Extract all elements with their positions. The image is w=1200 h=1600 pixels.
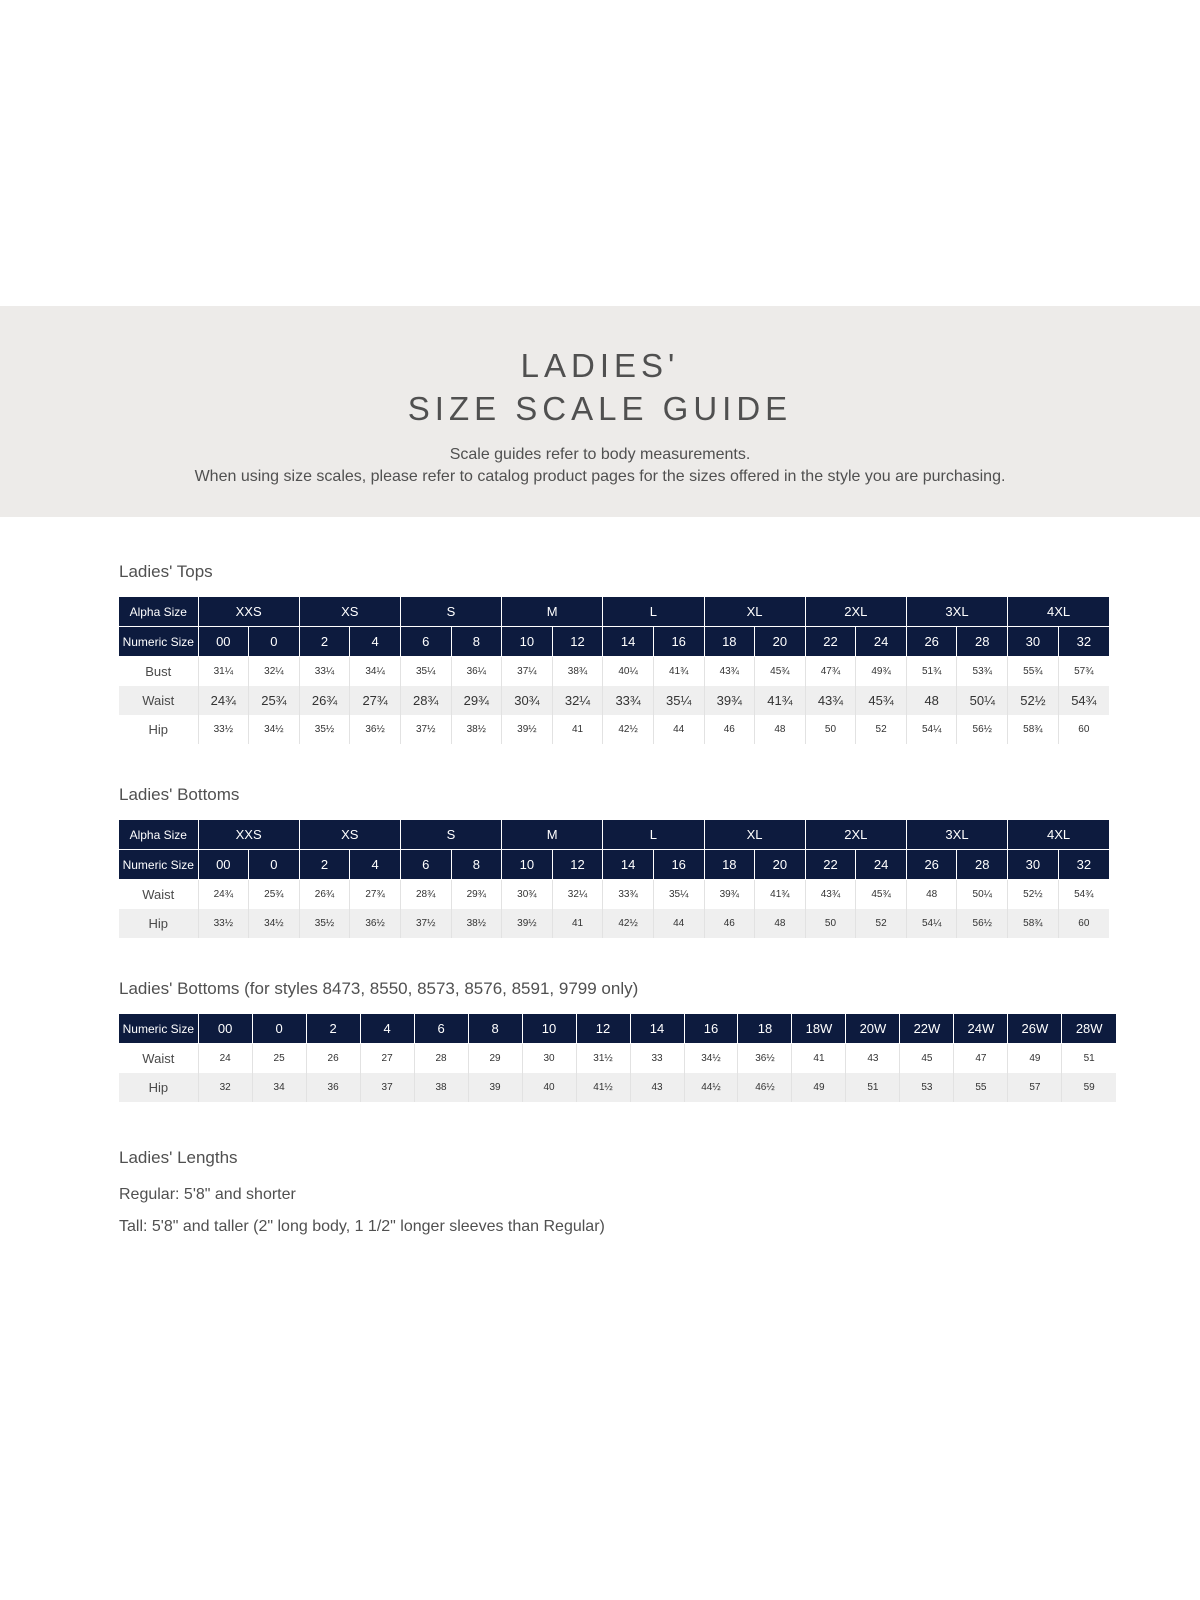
measurement-value: 28 xyxy=(414,1044,468,1074)
measurement-value: 35¼ xyxy=(400,657,451,687)
numeric-size-cell: 10 xyxy=(502,627,553,657)
measurement-value: 52½ xyxy=(1008,880,1059,910)
measurement-value: 43¾ xyxy=(805,880,856,910)
measurement-value: 26 xyxy=(306,1044,360,1074)
tops-section xyxy=(119,561,1109,744)
title-line-2: SIZE SCALE GUIDE xyxy=(407,390,793,427)
numeric-size-cell: 20W xyxy=(846,1014,900,1044)
measurement-value: 33¾ xyxy=(603,880,654,910)
numeric-size-cell: 30 xyxy=(1008,627,1059,657)
measurement-value: 51 xyxy=(846,1073,900,1102)
alpha-size-cell: 4XL xyxy=(1008,820,1109,850)
measurement-value: 46 xyxy=(704,715,755,744)
numeric-size-cell: 28 xyxy=(957,850,1008,880)
measurement-value: 29¾ xyxy=(451,880,502,910)
alpha-size-label: Alpha Size xyxy=(119,597,198,627)
alpha-size-label: Alpha Size xyxy=(119,820,198,850)
numeric-size-cell: 32 xyxy=(1058,627,1109,657)
measurement-value: 49 xyxy=(1008,1044,1062,1074)
measurement-value: 36½ xyxy=(350,909,401,938)
measurement-value: 40 xyxy=(522,1073,576,1102)
measurement-value: 48 xyxy=(906,880,957,910)
measurement-value: 58¾ xyxy=(1008,715,1059,744)
measurement-value: 41¾ xyxy=(653,657,704,687)
numeric-size-cell: 00 xyxy=(198,1014,252,1044)
measurement-value: 46½ xyxy=(738,1073,792,1102)
numeric-size-cell: 22 xyxy=(805,850,856,880)
measurement-value: 34½ xyxy=(249,715,300,744)
measurement-value: 41½ xyxy=(576,1073,630,1102)
numeric-size-cell: 16 xyxy=(684,1014,738,1044)
measurement-value: 48 xyxy=(906,686,957,715)
measurement-row-hip xyxy=(119,1073,1116,1102)
measurement-value: 32¼ xyxy=(552,686,603,715)
measurement-value: 54¼ xyxy=(906,715,957,744)
measurement-value: 47¾ xyxy=(805,657,856,687)
measurement-value: 57 xyxy=(1008,1073,1062,1102)
measurement-value: 49¾ xyxy=(856,657,907,687)
measurement-value: 41¾ xyxy=(755,880,806,910)
measurement-value: 24¾ xyxy=(198,686,249,715)
measurement-value: 59 xyxy=(1062,1073,1116,1102)
numeric-size-label: Numeric Size xyxy=(119,627,198,657)
bottoms-special-size-table xyxy=(119,1014,1116,1102)
measurement-row-hip xyxy=(119,909,1109,938)
measurement-value: 35¼ xyxy=(653,880,704,910)
measurement-value: 41¾ xyxy=(755,686,806,715)
measurement-value: 39 xyxy=(468,1073,522,1102)
numeric-size-cell: 10 xyxy=(522,1014,576,1044)
measurement-label: Waist xyxy=(119,686,198,715)
measurement-value: 52 xyxy=(856,909,907,938)
measurement-value: 27¾ xyxy=(350,686,401,715)
measurement-value: 42½ xyxy=(603,715,654,744)
tall-length-text: Tall: 5'8" and taller (2" long body, 1 1/2" longer sleeves than Regular) xyxy=(119,1218,605,1235)
numeric-size-cell: 8 xyxy=(451,850,502,880)
lengths-section xyxy=(119,1147,605,1249)
bottoms-special-section xyxy=(119,978,1116,1102)
title-line-1: LADIES' xyxy=(520,347,680,384)
numeric-size-cell: 26 xyxy=(906,627,957,657)
measurement-value: 30¾ xyxy=(502,880,553,910)
page-subtitle xyxy=(0,444,1200,488)
measurement-value: 35½ xyxy=(299,909,350,938)
measurement-value: 41 xyxy=(552,909,603,938)
numeric-size-cell: 6 xyxy=(400,627,451,657)
numeric-size-cell: 24 xyxy=(856,627,907,657)
measurement-value: 52 xyxy=(856,715,907,744)
subtitle-line-2: When using size scales, please refer to catalog product pages for the sizes offered in the style you are purchasing. xyxy=(194,468,1006,485)
numeric-size-cell: 26W xyxy=(1008,1014,1062,1044)
numeric-size-row xyxy=(119,627,1109,657)
numeric-size-cell: 6 xyxy=(400,850,451,880)
alpha-size-cell: XL xyxy=(704,820,805,850)
measurement-value: 24¾ xyxy=(198,880,249,910)
measurement-value: 46 xyxy=(704,909,755,938)
numeric-size-cell: 18W xyxy=(792,1014,846,1044)
alpha-size-cell: XL xyxy=(704,597,805,627)
alpha-size-cell: XXS xyxy=(198,597,299,627)
alpha-size-cell: 3XL xyxy=(906,820,1007,850)
measurement-value: 53¾ xyxy=(957,657,1008,687)
numeric-size-cell: 32 xyxy=(1058,850,1109,880)
numeric-size-cell: 6 xyxy=(414,1014,468,1044)
measurement-label: Hip xyxy=(119,715,198,744)
page-title xyxy=(0,306,1200,430)
alpha-size-cell: 2XL xyxy=(805,820,906,850)
numeric-size-cell: 8 xyxy=(468,1014,522,1044)
measurement-value: 25¾ xyxy=(249,880,300,910)
numeric-size-cell: 18 xyxy=(704,627,755,657)
alpha-size-row xyxy=(119,597,1109,627)
measurement-value: 38 xyxy=(414,1073,468,1102)
numeric-size-cell: 14 xyxy=(603,850,654,880)
measurement-row-hip xyxy=(119,715,1109,744)
measurement-value: 35¼ xyxy=(653,686,704,715)
numeric-size-cell: 4 xyxy=(350,627,401,657)
measurement-value: 45 xyxy=(900,1044,954,1074)
measurement-value: 33¼ xyxy=(299,657,350,687)
measurement-value: 27¾ xyxy=(350,880,401,910)
measurement-row-waist xyxy=(119,880,1109,910)
numeric-size-row xyxy=(119,850,1109,880)
alpha-size-cell: 2XL xyxy=(805,597,906,627)
measurement-value: 60 xyxy=(1078,724,1090,735)
numeric-size-cell: 4 xyxy=(360,1014,414,1044)
alpha-size-cell: M xyxy=(502,597,603,627)
numeric-size-label: Numeric Size xyxy=(119,850,198,880)
numeric-size-cell: 00 xyxy=(198,850,249,880)
measurement-value: 39½ xyxy=(502,909,553,938)
alpha-size-row xyxy=(119,820,1109,850)
measurement-value: 50¼ xyxy=(957,880,1008,910)
measurement-value: 48 xyxy=(755,909,806,938)
measurement-value: 26¾ xyxy=(299,880,350,910)
measurement-value: 47 xyxy=(954,1044,1008,1074)
measurement-value: 30 xyxy=(522,1044,576,1074)
numeric-size-cell: 14 xyxy=(630,1014,684,1044)
measurement-value: 44 xyxy=(653,715,704,744)
measurement-value: 34 xyxy=(252,1073,306,1102)
numeric-size-cell: 30 xyxy=(1008,850,1059,880)
measurement-value: 41 xyxy=(792,1044,846,1074)
measurement-value: 38¾ xyxy=(552,657,603,687)
measurement-value: 29¾ xyxy=(451,686,502,715)
measurement-value: 51 xyxy=(1083,1053,1095,1064)
alpha-size-cell: M xyxy=(502,820,603,850)
measurement-value: 32¼ xyxy=(249,657,300,687)
measurement-value: 43¾ xyxy=(704,657,755,687)
measurement-value: 36¼ xyxy=(451,657,502,687)
numeric-size-label: Numeric Size xyxy=(119,1014,198,1044)
numeric-size-cell: 20 xyxy=(755,850,806,880)
alpha-size-cell: 4XL xyxy=(1008,597,1109,627)
numeric-size-cell: 18 xyxy=(738,1014,792,1044)
numeric-size-cell: 8 xyxy=(451,627,502,657)
numeric-size-cell: 22 xyxy=(805,627,856,657)
alpha-size-cell: S xyxy=(400,820,501,850)
measurement-value: 51¾ xyxy=(906,657,957,687)
bottoms-special-title: Ladies' Bottoms (for styles 8473, 8550, 8573, 8576, 8591, 9799 only) xyxy=(119,979,639,998)
numeric-size-cell: 4 xyxy=(350,850,401,880)
measurement-value: 36 xyxy=(306,1073,360,1102)
numeric-size-cell: 2 xyxy=(299,850,350,880)
measurement-value: 45¾ xyxy=(856,880,907,910)
measurement-row-waist xyxy=(119,686,1109,715)
measurement-value: 55¾ xyxy=(1008,657,1059,687)
measurement-value: 34½ xyxy=(684,1044,738,1074)
measurement-value: 34½ xyxy=(249,909,300,938)
alpha-size-cell: XXS xyxy=(198,820,299,850)
tops-title: Ladies' Tops xyxy=(119,562,213,581)
measurement-value: 32 xyxy=(198,1073,252,1102)
numeric-size-cell: 24 xyxy=(856,850,907,880)
measurement-value: 54¾ xyxy=(1074,889,1094,900)
measurement-value: 38½ xyxy=(451,715,502,744)
numeric-size-cell: 00 xyxy=(198,627,249,657)
measurement-value: 34¼ xyxy=(350,657,401,687)
measurement-row-bust xyxy=(119,657,1109,687)
measurement-value: 36½ xyxy=(738,1044,792,1074)
lengths-title: Ladies' Lengths xyxy=(119,1148,238,1167)
alpha-size-cell: L xyxy=(603,597,704,627)
measurement-label: Waist xyxy=(119,880,198,910)
numeric-size-cell: 20 xyxy=(755,627,806,657)
measurement-value: 38½ xyxy=(451,909,502,938)
numeric-size-cell: 10 xyxy=(502,850,553,880)
measurement-value: 37¼ xyxy=(502,657,553,687)
numeric-size-cell: 28 xyxy=(957,627,1008,657)
alpha-size-cell: 3XL xyxy=(906,597,1007,627)
alpha-size-cell: L xyxy=(603,820,704,850)
alpha-size-cell: XS xyxy=(299,597,400,627)
measurement-label: Waist xyxy=(119,1044,198,1074)
measurement-label: Bust xyxy=(119,657,198,687)
measurement-value: 31½ xyxy=(576,1044,630,1074)
measurement-value: 39½ xyxy=(502,715,553,744)
header-banner xyxy=(0,306,1200,517)
measurement-value: 33½ xyxy=(198,715,249,744)
numeric-size-cell: 0 xyxy=(252,1014,306,1044)
numeric-size-row xyxy=(119,1014,1116,1044)
numeric-size-cell: 12 xyxy=(576,1014,630,1044)
measurement-label: Hip xyxy=(119,909,198,938)
numeric-size-cell: 2 xyxy=(306,1014,360,1044)
numeric-size-cell: 12 xyxy=(552,850,603,880)
measurement-value: 28¾ xyxy=(400,880,451,910)
measurement-value: 55 xyxy=(954,1073,1008,1102)
measurement-value: 50 xyxy=(805,909,856,938)
measurement-value: 30¾ xyxy=(502,686,553,715)
numeric-size-cell: 24W xyxy=(954,1014,1008,1044)
measurement-value: 35½ xyxy=(299,715,350,744)
alpha-size-cell: XS xyxy=(299,820,400,850)
measurement-value: 50 xyxy=(805,715,856,744)
measurement-label: Hip xyxy=(119,1073,198,1102)
regular-length-text: Regular: 5'8" and shorter xyxy=(119,1186,296,1203)
measurement-value: 44½ xyxy=(684,1073,738,1102)
measurement-value: 36½ xyxy=(350,715,401,744)
measurement-value: 37½ xyxy=(400,715,451,744)
measurement-value: 41 xyxy=(552,715,603,744)
numeric-size-cell: 28W xyxy=(1062,1014,1116,1044)
measurement-value: 48 xyxy=(755,715,806,744)
bottoms-title: Ladies' Bottoms xyxy=(119,785,240,804)
numeric-size-cell: 14 xyxy=(603,627,654,657)
measurement-value: 54¼ xyxy=(906,909,957,938)
measurement-value: 56½ xyxy=(957,715,1008,744)
subtitle-line-1: Scale guides refer to body measurements. xyxy=(449,446,751,463)
measurement-value: 56½ xyxy=(957,909,1008,938)
measurement-value: 53 xyxy=(900,1073,954,1102)
measurement-value: 27 xyxy=(360,1044,414,1074)
numeric-size-cell: 12 xyxy=(552,627,603,657)
measurement-value: 25¾ xyxy=(249,686,300,715)
numeric-size-cell: 26 xyxy=(906,850,957,880)
measurement-value: 50¼ xyxy=(957,686,1008,715)
numeric-size-cell: 18 xyxy=(704,850,755,880)
measurement-value: 26¾ xyxy=(299,686,350,715)
numeric-size-cell: 22W xyxy=(900,1014,954,1044)
measurement-row-waist xyxy=(119,1044,1116,1074)
alpha-size-cell: S xyxy=(400,597,501,627)
bottoms-size-table xyxy=(119,820,1109,938)
measurement-value: 43 xyxy=(630,1073,684,1102)
numeric-size-cell: 2 xyxy=(299,627,350,657)
measurement-value: 60 xyxy=(1058,909,1109,938)
measurement-value: 33¾ xyxy=(603,686,654,715)
measurement-value: 40¼ xyxy=(603,657,654,687)
measurement-value: 37½ xyxy=(400,909,451,938)
measurement-value: 29 xyxy=(468,1044,522,1074)
measurement-value: 45¾ xyxy=(755,657,806,687)
measurement-value: 32¼ xyxy=(552,880,603,910)
measurement-value: 49 xyxy=(792,1073,846,1102)
numeric-size-cell: 16 xyxy=(653,627,704,657)
measurement-value: 33½ xyxy=(198,909,249,938)
numeric-size-cell: 0 xyxy=(249,850,300,880)
numeric-size-cell: 16 xyxy=(653,850,704,880)
measurement-value: 37 xyxy=(360,1073,414,1102)
measurement-value: 43 xyxy=(846,1044,900,1074)
measurement-value: 57¾ xyxy=(1074,666,1094,677)
measurement-value: 43¾ xyxy=(805,686,856,715)
measurement-value: 28¾ xyxy=(400,686,451,715)
measurement-value: 42½ xyxy=(603,909,654,938)
measurement-value: 45¾ xyxy=(856,686,907,715)
measurement-value: 39¾ xyxy=(704,880,755,910)
measurement-value: 24 xyxy=(198,1044,252,1074)
measurement-value: 44 xyxy=(653,909,704,938)
measurement-value: 39¾ xyxy=(704,686,755,715)
measurement-value: 25 xyxy=(252,1044,306,1074)
numeric-size-cell: 0 xyxy=(249,627,300,657)
measurement-value: 52½ xyxy=(1008,686,1059,715)
bottoms-section xyxy=(119,784,1109,938)
measurement-value: 54¾ xyxy=(1058,686,1109,715)
tops-size-table xyxy=(119,597,1109,744)
measurement-value: 58¾ xyxy=(1008,909,1059,938)
measurement-value: 33 xyxy=(630,1044,684,1074)
measurement-value: 31¼ xyxy=(198,657,249,687)
